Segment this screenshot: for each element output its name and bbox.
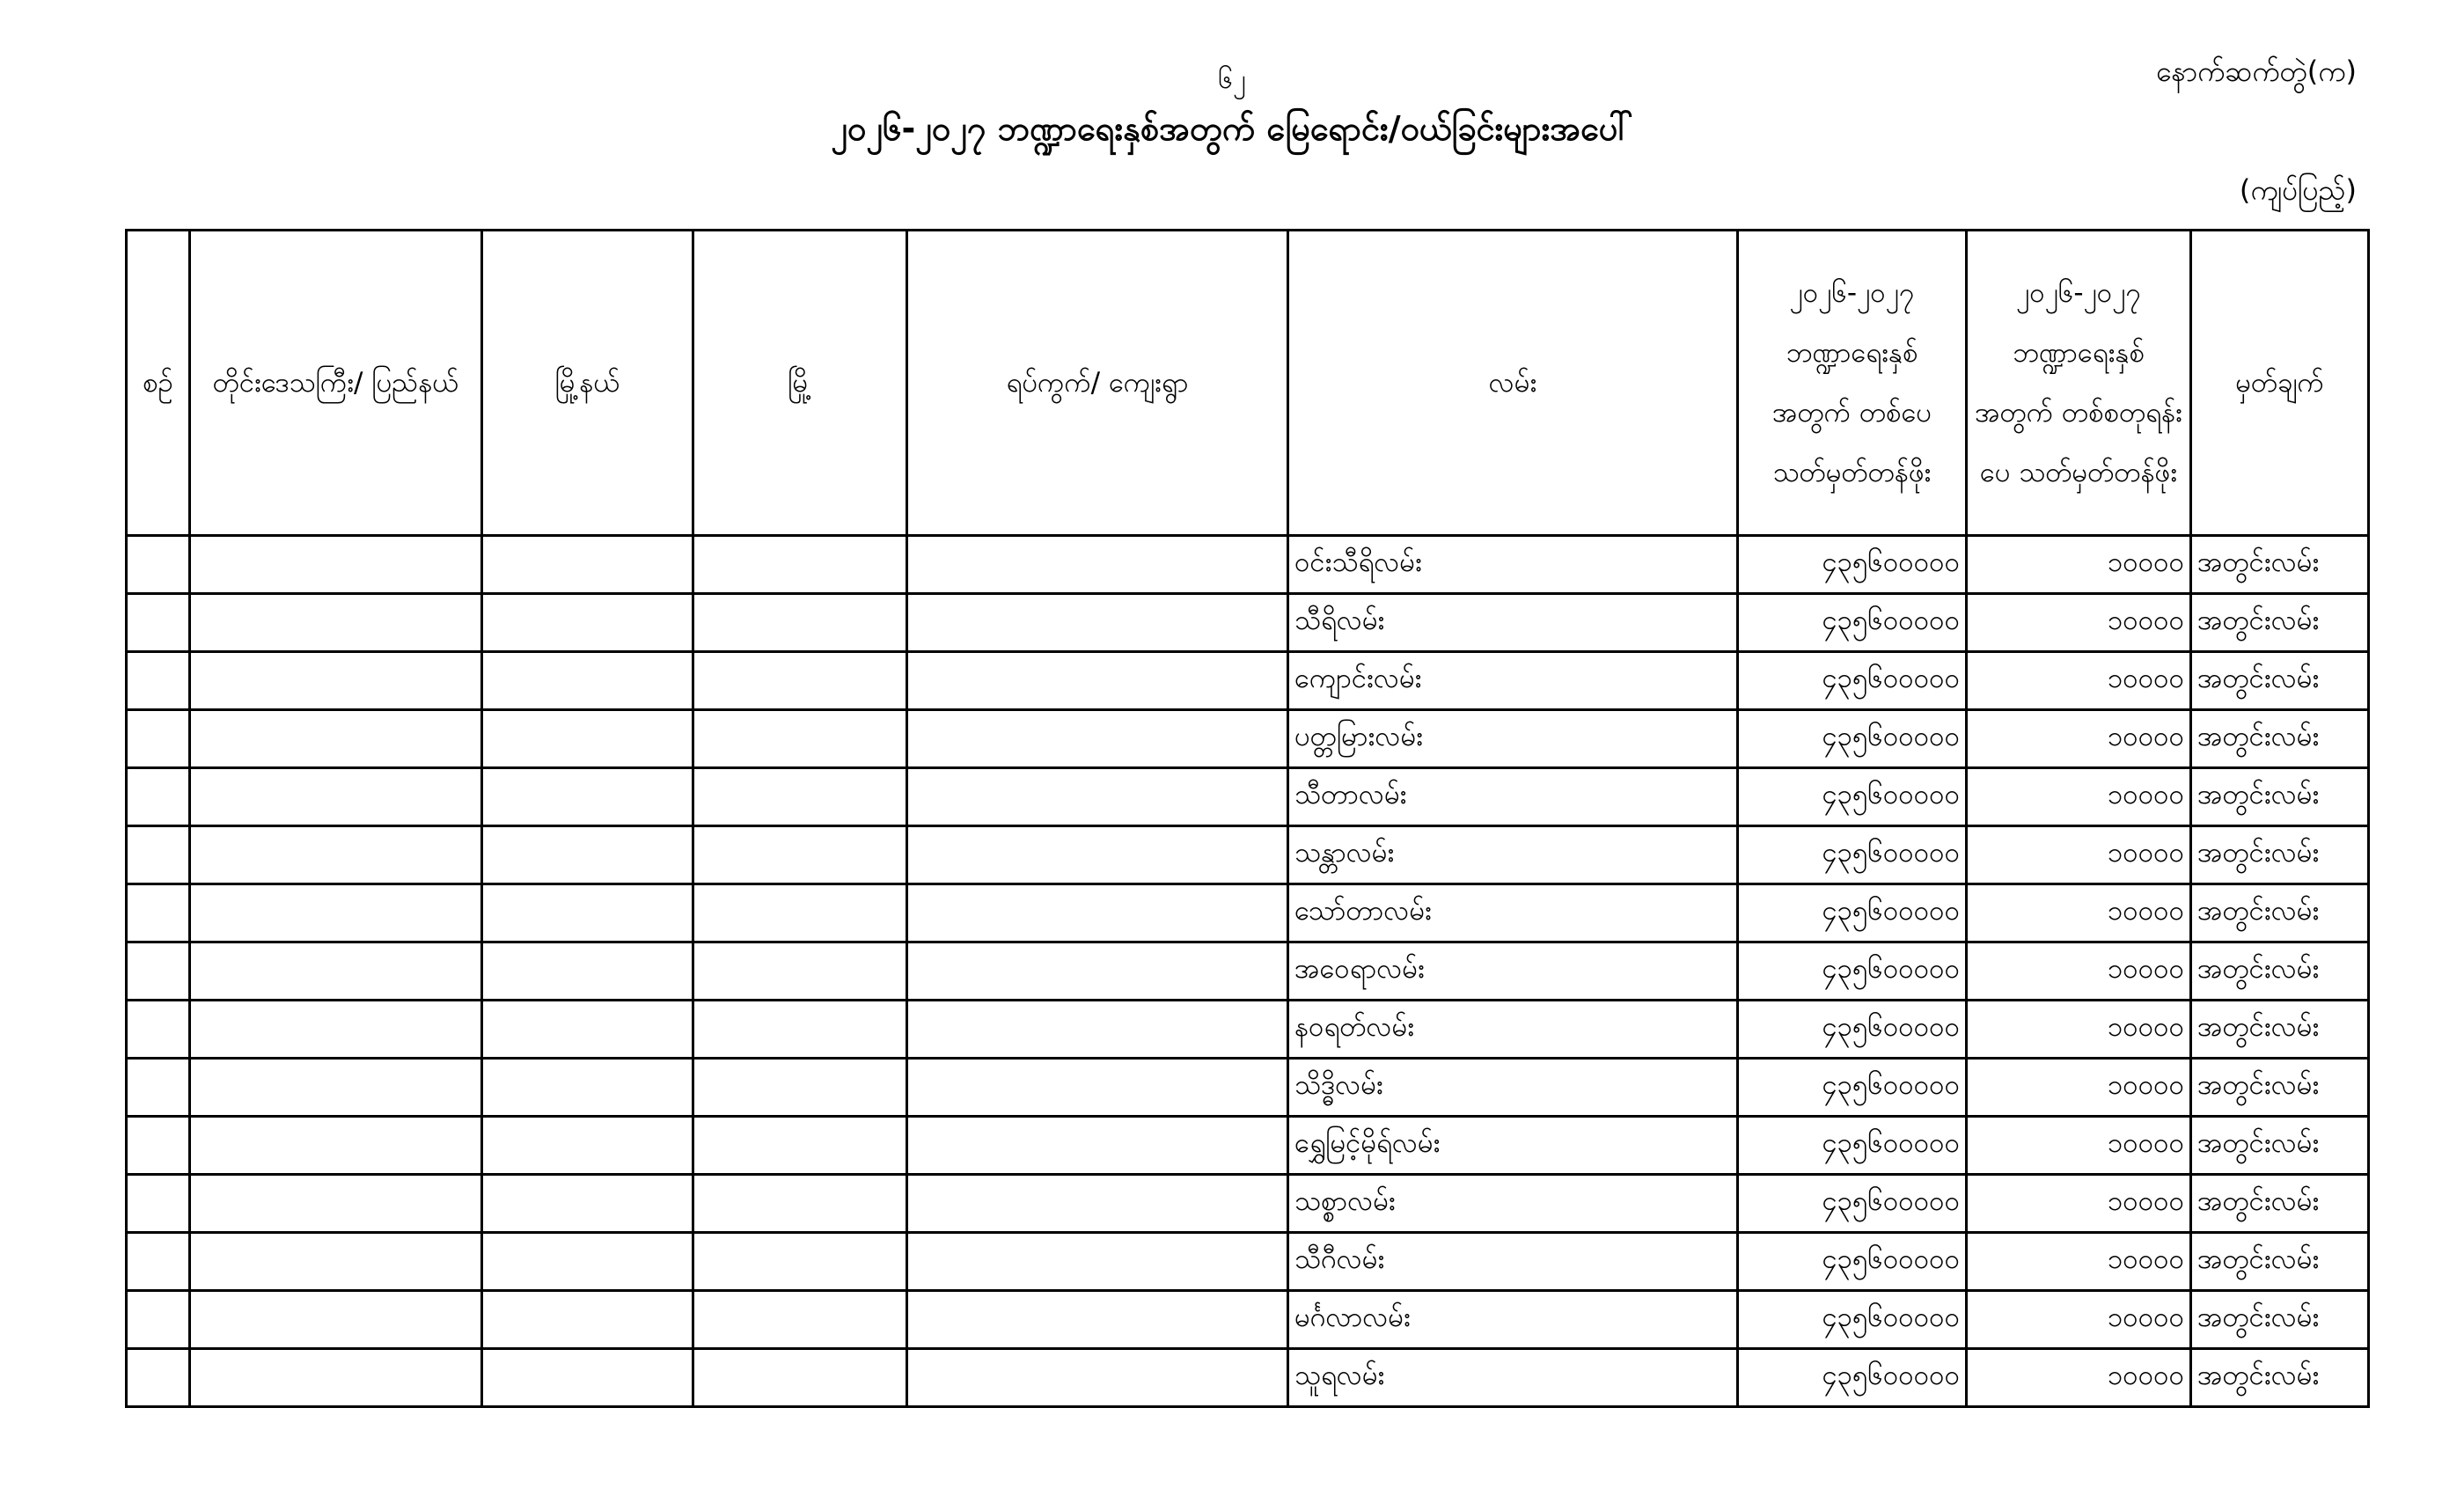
cell-district <box>482 942 693 1001</box>
cell-value-per-unit: ၁၀၀၀၀ <box>1967 1349 2191 1407</box>
cell-street: သီရိလမ်း <box>1288 594 1738 652</box>
cell-district <box>482 826 693 884</box>
cell-town <box>693 710 907 768</box>
table-row <box>127 942 2369 1001</box>
table-row <box>127 1233 2369 1291</box>
cell-street: သစ္စာလမ်း <box>1288 1175 1738 1233</box>
cell-serial <box>127 826 190 884</box>
cell-district <box>482 536 693 594</box>
document-title: ၂၀၂၆-၂၀၂၇ ဘဏ္ဍာရေးနှစ်အတွက် မြေရောင်း/ဝယ်ခြင်းများအပေါ် <box>831 109 1633 148</box>
cell-remark: အတွင်းလမ်း <box>2191 1175 2369 1233</box>
cell-remark: အတွင်းလမ်း <box>2191 942 2369 1001</box>
cell-street: သီဂီလမ်း <box>1288 1233 1738 1291</box>
table-row <box>127 652 2369 710</box>
cell-region <box>190 884 482 942</box>
cell-serial <box>127 942 190 1001</box>
cell-value-per-sqft: ၄၃၅၆၀၀၀၀၀ <box>1738 942 1967 1001</box>
table-row <box>127 1117 2369 1175</box>
cell-value-per-unit: ၁၀၀၀၀ <box>1967 1291 2191 1349</box>
cell-street: ပတ္တမြားလမ်း <box>1288 710 1738 768</box>
cell-serial <box>127 594 190 652</box>
cell-value-per-unit: ၁၀၀၀၀ <box>1967 536 2191 594</box>
cell-district <box>482 710 693 768</box>
cell-serial <box>127 1291 190 1349</box>
cell-value-per-sqft: ၄၃၅၆၀၀၀၀၀ <box>1738 536 1967 594</box>
cell-district <box>482 1175 693 1233</box>
cell-value-per-sqft: ၄၃၅၆၀၀၀၀၀ <box>1738 1349 1967 1407</box>
cell-value-per-unit: ၁၀၀၀၀ <box>1967 1175 2191 1233</box>
cell-value-per-sqft: ၄၃၅၆၀၀၀၀၀ <box>1738 1291 1967 1349</box>
cell-ward <box>907 1059 1288 1117</box>
cell-ward <box>907 1001 1288 1059</box>
cell-town <box>693 1117 907 1175</box>
cell-street: အဝေရာလမ်း <box>1288 942 1738 1001</box>
cell-region <box>190 594 482 652</box>
cell-town <box>693 652 907 710</box>
cell-value-per-unit: ၁၀၀၀၀ <box>1967 652 2191 710</box>
table-row <box>127 536 2369 594</box>
cell-town <box>693 1059 907 1117</box>
cell-region <box>190 768 482 826</box>
cell-ward <box>907 1233 1288 1291</box>
cell-region <box>190 710 482 768</box>
cell-town <box>693 942 907 1001</box>
cell-ward <box>907 652 1288 710</box>
header-remark: မှတ်ချက် <box>2191 231 2369 536</box>
cell-town <box>693 1349 907 1407</box>
cell-district <box>482 768 693 826</box>
cell-value-per-unit: ၁၀၀၀၀ <box>1967 826 2191 884</box>
cell-district <box>482 1233 693 1291</box>
cell-ward <box>907 768 1288 826</box>
page-number: ၆၂ <box>1218 64 1246 95</box>
cell-district <box>482 1349 693 1407</box>
cell-town <box>693 768 907 826</box>
cell-value-per-unit: ၁၀၀၀၀ <box>1967 942 2191 1001</box>
cell-ward <box>907 1175 1288 1233</box>
cell-street: ကျောင်းလမ်း <box>1288 652 1738 710</box>
header-street: လမ်း <box>1288 231 1738 536</box>
cell-serial <box>127 710 190 768</box>
header-value-per-sqft: ၂၀၂၆-၂၀၂၇ ဘဏ္ဍာရေးနှစ် အတွက် တစ်ပေ သတ်မှတ်တန်ဖိုး <box>1738 231 1967 536</box>
header-region: တိုင်းဒေသကြီး/ ပြည်နယ် <box>190 231 482 536</box>
cell-value-per-sqft: ၄၃၅၆၀၀၀၀၀ <box>1738 1233 1967 1291</box>
header-district: မြို့နယ် <box>482 231 693 536</box>
cell-region <box>190 1349 482 1407</box>
cell-town <box>693 1001 907 1059</box>
cell-ward <box>907 1291 1288 1349</box>
cell-region <box>190 1059 482 1117</box>
cell-value-per-sqft: ၄၃၅၆၀၀၀၀၀ <box>1738 1059 1967 1117</box>
cell-value-per-unit: ၁၀၀၀၀ <box>1967 1059 2191 1117</box>
cell-town <box>693 536 907 594</box>
cell-serial <box>127 1117 190 1175</box>
cell-region <box>190 1175 482 1233</box>
cell-street: မင်္ဂလာလမ်း <box>1288 1291 1738 1349</box>
cell-ward <box>907 594 1288 652</box>
table-row <box>127 1175 2369 1233</box>
cell-serial <box>127 1349 190 1407</box>
cell-value-per-sqft: ၄၃၅၆၀၀၀၀၀ <box>1738 652 1967 710</box>
cell-town <box>693 1233 907 1291</box>
cell-value-per-unit: ၁၀၀၀၀ <box>1967 1233 2191 1291</box>
cell-value-per-sqft: ၄၃၅၆၀၀၀၀၀ <box>1738 1117 1967 1175</box>
cell-value-per-unit: ၁၀၀၀၀ <box>1967 884 2191 942</box>
cell-district <box>482 594 693 652</box>
header-town: မြို့ <box>693 231 907 536</box>
cell-street: ရွှေမြင့်မိုရ်လမ်း <box>1288 1117 1738 1175</box>
cell-region <box>190 1117 482 1175</box>
cell-street: သော်တာလမ်း <box>1288 884 1738 942</box>
cell-remark: အတွင်းလမ်း <box>2191 1349 2369 1407</box>
cell-remark: အတွင်းလမ်း <box>2191 1117 2369 1175</box>
table-row <box>127 1349 2369 1407</box>
table-row <box>127 594 2369 652</box>
cell-ward <box>907 1349 1288 1407</box>
table-row <box>127 1291 2369 1349</box>
cell-remark: အတွင်းလမ်း <box>2191 1059 2369 1117</box>
cell-serial <box>127 1233 190 1291</box>
table-row <box>127 884 2369 942</box>
cell-serial <box>127 536 190 594</box>
table-body <box>127 536 2369 1407</box>
cell-district <box>482 652 693 710</box>
cell-ward <box>907 942 1288 1001</box>
cell-district <box>482 1059 693 1117</box>
cell-region <box>190 536 482 594</box>
cell-region <box>190 1233 482 1291</box>
cell-street: ဝင်းသီရိလမ်း <box>1288 536 1738 594</box>
cell-street: သီတာလမ်း <box>1288 768 1738 826</box>
cell-district <box>482 884 693 942</box>
cell-region <box>190 826 482 884</box>
cell-serial <box>127 1175 190 1233</box>
land-value-table <box>125 229 2370 1408</box>
cell-value-per-unit: ၁၀၀၀၀ <box>1967 710 2191 768</box>
cell-ward <box>907 884 1288 942</box>
table-row <box>127 768 2369 826</box>
cell-value-per-sqft: ၄၃၅၆၀၀၀၀၀ <box>1738 768 1967 826</box>
header-ward: ရပ်ကွက်/ ကျေးရွာ <box>907 231 1288 536</box>
cell-remark: အတွင်းလမ်း <box>2191 652 2369 710</box>
cell-remark: အတွင်းလမ်း <box>2191 1291 2369 1349</box>
cell-town <box>693 594 907 652</box>
cell-serial <box>127 884 190 942</box>
cell-value-per-unit: ၁၀၀၀၀ <box>1967 1001 2191 1059</box>
cell-remark: အတွင်းလမ်း <box>2191 826 2369 884</box>
cell-remark: အတွင်းလမ်း <box>2191 710 2369 768</box>
cell-value-per-sqft: ၄၃၅၆၀၀၀၀၀ <box>1738 594 1967 652</box>
header-value-per-unit: ၂၀၂၆-၂၀၂၇ ဘဏ္ဍာရေးနှစ် အတွက် တစ်စတုရန်းပေ သတ်မှတ်တန်ဖိုး <box>1967 231 2191 536</box>
cell-value-per-sqft: ၄၃၅၆၀၀၀၀၀ <box>1738 884 1967 942</box>
cell-remark: အတွင်းလမ်း <box>2191 594 2369 652</box>
cell-street: သိဒ္ဓိလမ်း <box>1288 1059 1738 1117</box>
table-row <box>127 1059 2369 1117</box>
table-header-row <box>127 231 2369 536</box>
cell-town <box>693 1291 907 1349</box>
cell-ward <box>907 710 1288 768</box>
table-row <box>127 826 2369 884</box>
cell-street: သန္တာလမ်း <box>1288 826 1738 884</box>
cell-ward <box>907 1117 1288 1175</box>
cell-region <box>190 942 482 1001</box>
cell-remark: အတွင်းလမ်း <box>2191 884 2369 942</box>
cell-serial <box>127 1001 190 1059</box>
cell-serial <box>127 1059 190 1117</box>
cell-ward <box>907 536 1288 594</box>
cell-town <box>693 826 907 884</box>
cell-remark: အတွင်းလမ်း <box>2191 768 2369 826</box>
cell-region <box>190 1291 482 1349</box>
cell-street: နဝရတ်လမ်း <box>1288 1001 1738 1059</box>
cell-region <box>190 652 482 710</box>
cell-town <box>693 1175 907 1233</box>
cell-value-per-sqft: ၄၃၅၆၀၀၀၀၀ <box>1738 710 1967 768</box>
cell-remark: အတွင်းလမ်း <box>2191 1001 2369 1059</box>
cell-town <box>693 884 907 942</box>
cell-value-per-sqft: ၄၃၅၆၀၀၀၀၀ <box>1738 1001 1967 1059</box>
cell-serial <box>127 652 190 710</box>
cell-region <box>190 1001 482 1059</box>
cell-district <box>482 1001 693 1059</box>
cell-value-per-unit: ၁၀၀၀၀ <box>1967 1117 2191 1175</box>
unit-label: (ကျပ်ပြည့်) <box>2239 173 2357 207</box>
cell-district <box>482 1117 693 1175</box>
cell-district <box>482 1291 693 1349</box>
cell-remark: အတွင်းလမ်း <box>2191 1233 2369 1291</box>
annex-label: နောက်ဆက်တွဲ(က) <box>2155 55 2357 88</box>
cell-serial <box>127 768 190 826</box>
cell-street: သူရလမ်း <box>1288 1349 1738 1407</box>
table-row <box>127 1001 2369 1059</box>
table-row <box>127 710 2369 768</box>
cell-value-per-unit: ၁၀၀၀၀ <box>1967 768 2191 826</box>
cell-value-per-unit: ၁၀၀၀၀ <box>1967 594 2191 652</box>
cell-ward <box>907 826 1288 884</box>
header-serial: စဉ် <box>127 231 190 536</box>
cell-remark: အတွင်းလမ်း <box>2191 536 2369 594</box>
cell-value-per-sqft: ၄၃၅၆၀၀၀၀၀ <box>1738 1175 1967 1233</box>
cell-value-per-sqft: ၄၃၅၆၀၀၀၀၀ <box>1738 826 1967 884</box>
